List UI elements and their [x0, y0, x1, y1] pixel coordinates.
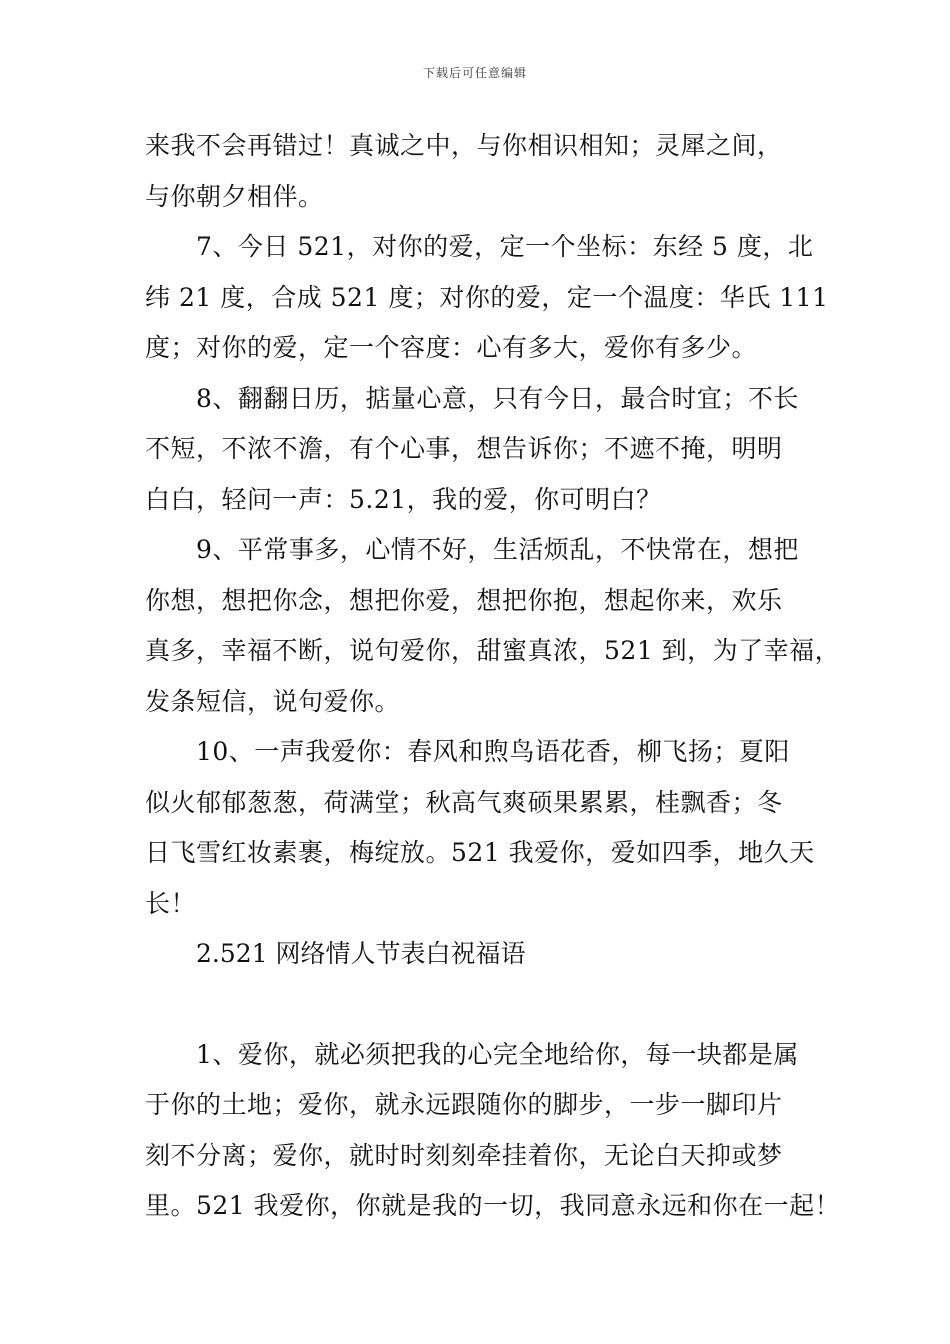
section-heading: 2.521 网络情人节表白祝福语	[196, 939, 526, 968]
text-line: 长！	[145, 888, 197, 918]
text-line: 不短，不浓不澹，有个心事，想告诉你；不遮不掩，明明	[145, 434, 783, 463]
text-line: 似火郁郁葱葱，荷满堂；秋高气爽硕果累累，桂飘香；冬	[145, 787, 783, 817]
text-line: 9、平常事多，心情不好，生活烦乱，不快常在，想把	[196, 535, 799, 564]
text-line: 你想，想把你念，想把你爱，想把你抱，想起你来，欢乐	[145, 585, 783, 615]
text-line: 发条短信，说句爱你。	[145, 686, 401, 716]
text-line: 于你的土地；爱你，就永远跟随你的脚步，一步一脚印片	[145, 1090, 783, 1119]
text-line: 1、爱你，就必须把我的心完全地给你，每一块都是属	[196, 1039, 799, 1069]
text-line: 刻不分离；爱你，就时时刻刻牵挂着你，无论白天抑或梦	[145, 1140, 783, 1170]
text-line: 来我不会再错过！真诚之中，与你相识相知；灵犀之间，	[145, 131, 783, 160]
text-line: 10、一声我爱你：春风和煦鸟语花香，柳飞扬；夏阳	[196, 737, 790, 766]
paragraph-item-7	[145, 222, 829, 374]
text-line: 7、今日 521，对你的爱，定一个坐标：东经 5 度，北	[196, 232, 814, 261]
text-line: 纬 21 度，合成 521 度；对你的爱，定一个温度：华氏 111	[145, 282, 829, 312]
blank-line	[145, 980, 825, 1030]
paragraph-item-8	[145, 374, 825, 526]
text-line: 与你朝夕相伴。	[145, 181, 324, 211]
paragraph-item-9	[145, 525, 841, 727]
paragraph-item-10	[145, 727, 825, 929]
text-line: 里。521 我爱你，你就是我的一切，我同意永远和你在一起！	[145, 1191, 841, 1220]
text-line: 8、翻翻日历，掂量心意，只有今日，最合时宜；不长	[196, 383, 799, 413]
paragraph-continuation	[145, 121, 825, 222]
text-line: 白白，轻问一声：5.21，我的爱，你可明白？	[145, 484, 662, 514]
text-line: 真多，幸福不断，说句爱你，甜蜜真浓，521 到，为了幸福，	[145, 636, 841, 665]
page-header: 下载后可任意编辑	[422, 66, 527, 80]
paragraph-item-1	[145, 1030, 841, 1232]
document-body	[145, 121, 841, 1232]
text-line: 度；对你的爱，定一个容度：心有多大，爱你有多少。	[145, 333, 758, 362]
text-line: 日飞雪红妆素裹，梅绽放。521 我爱你，爱如四季，地久天	[145, 838, 815, 867]
